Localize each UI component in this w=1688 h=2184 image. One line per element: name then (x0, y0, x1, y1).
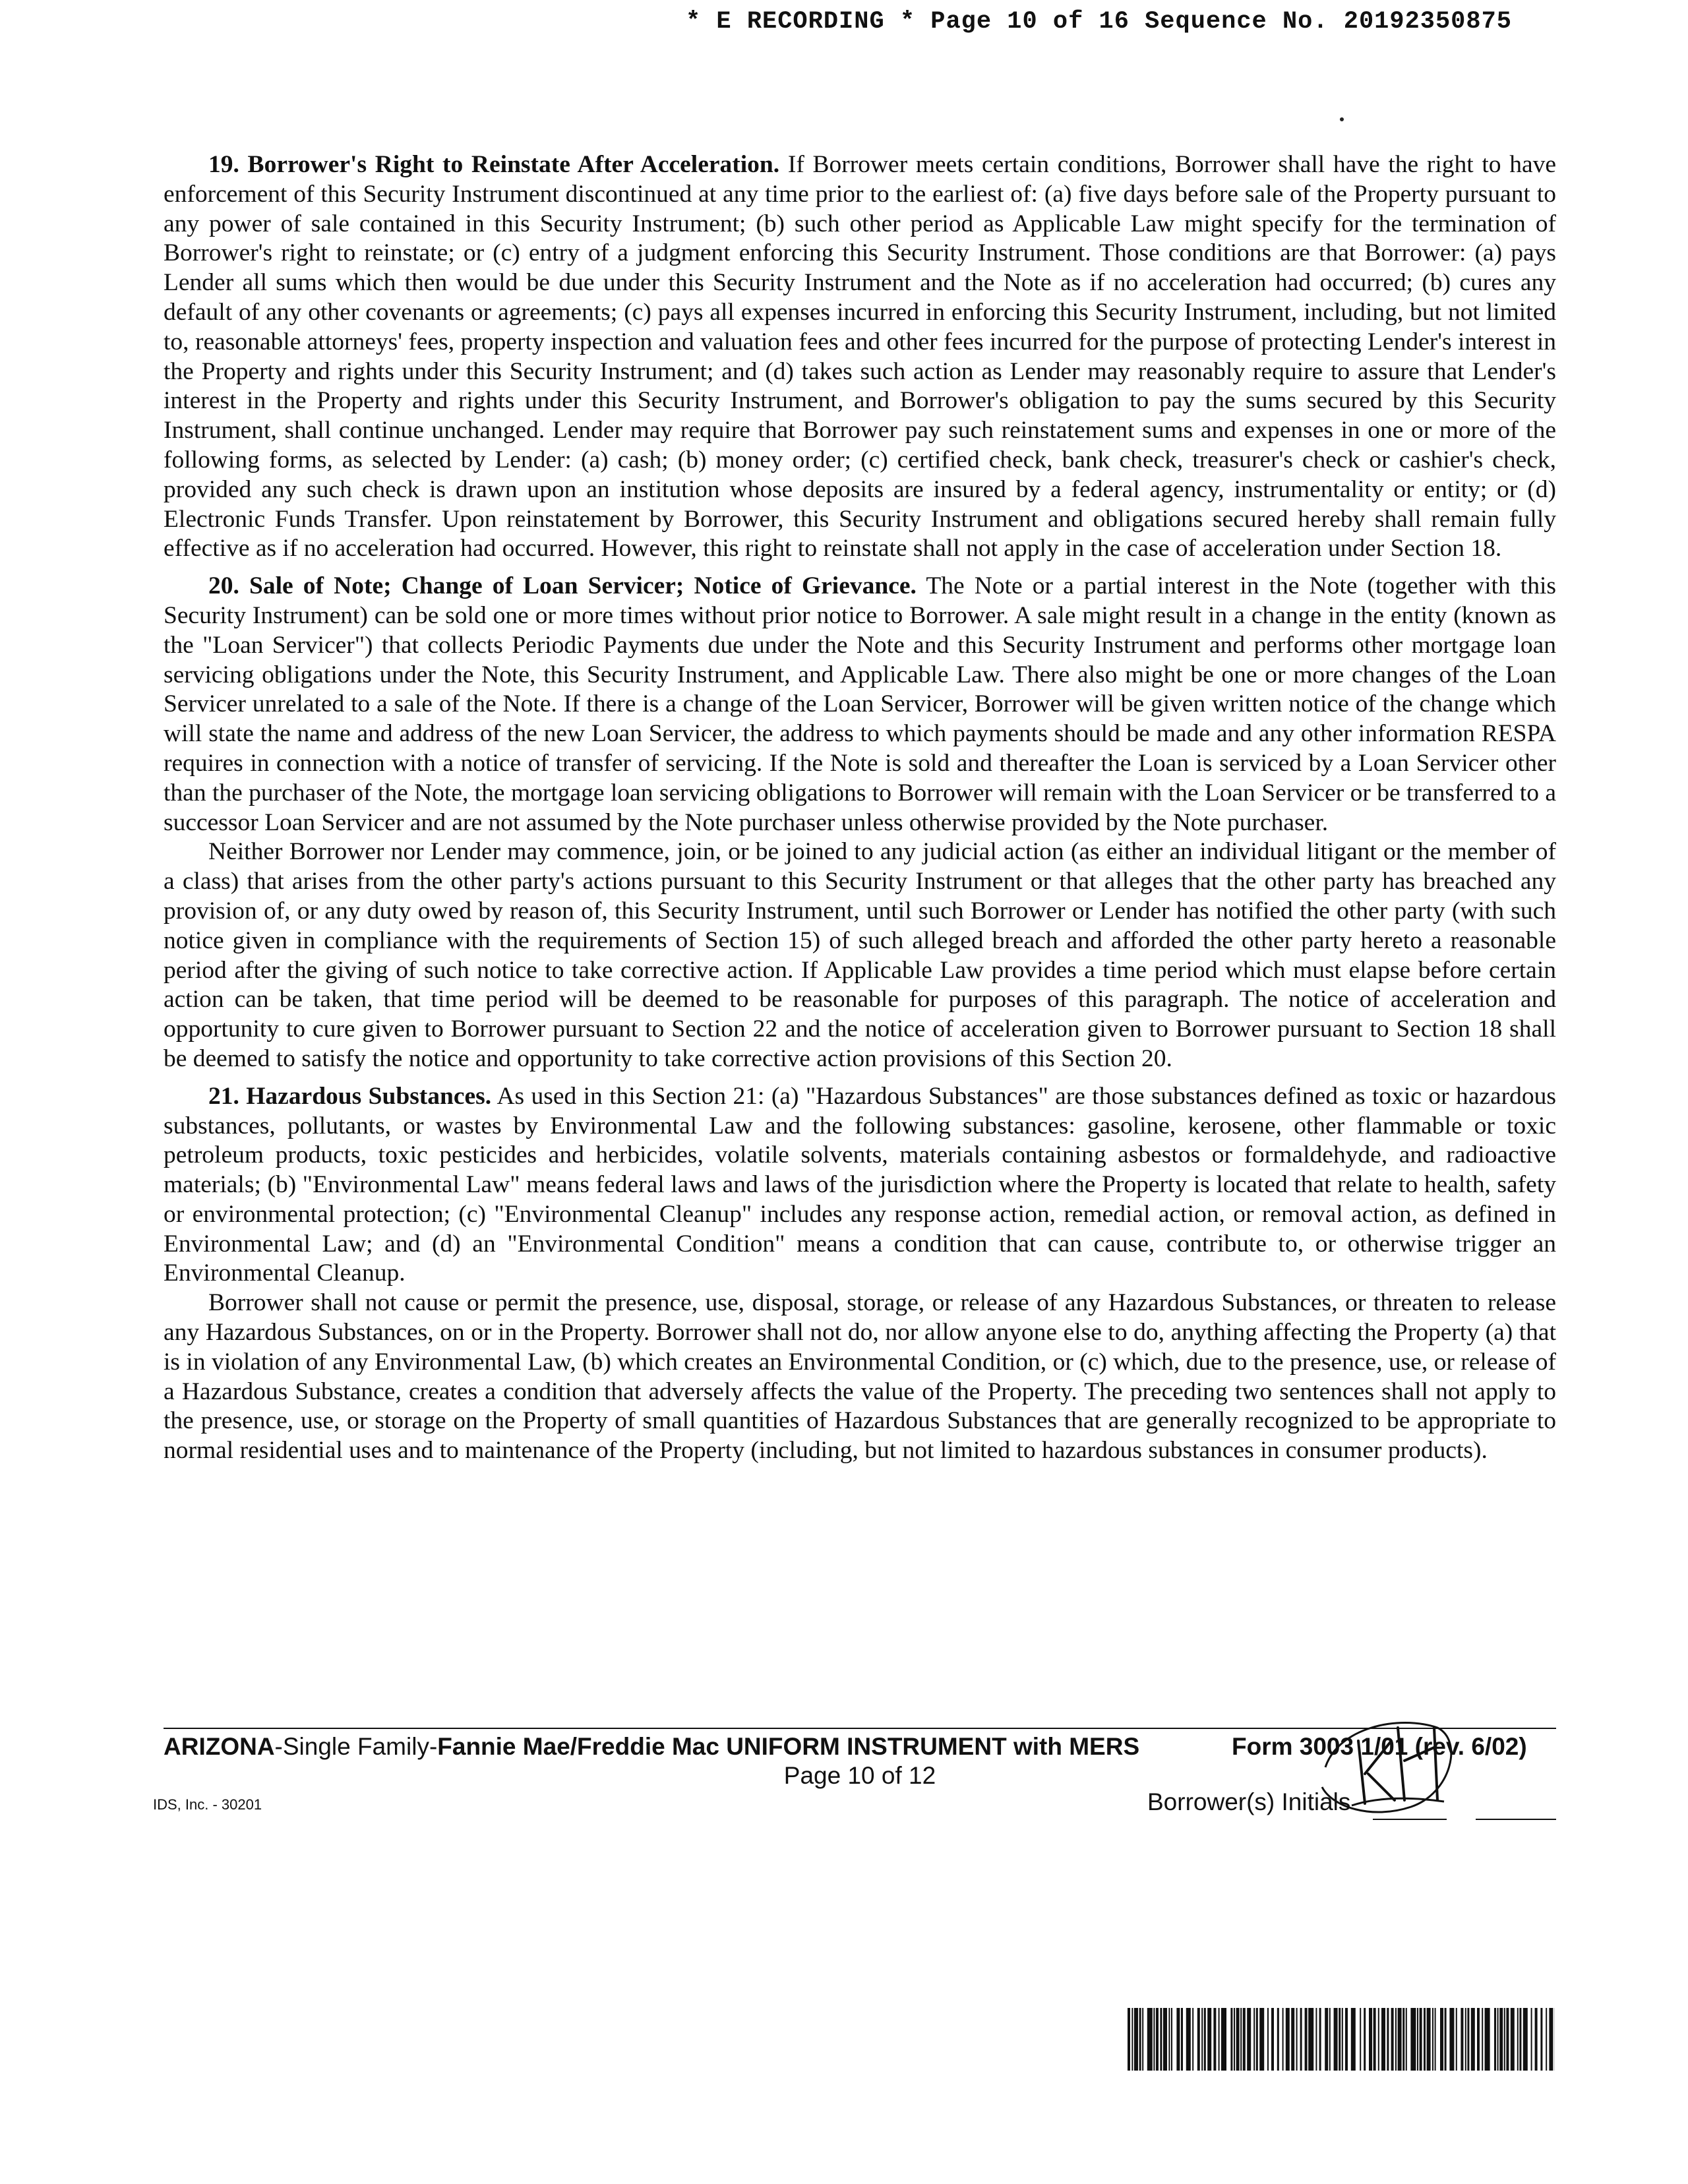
barcode-bar (1329, 2008, 1331, 2071)
barcode-bar (1482, 2008, 1483, 2071)
barcode-bar (1131, 2008, 1133, 2071)
barcode-bar (1351, 2008, 1356, 2071)
barcode-bar (1499, 2008, 1503, 2071)
handwritten-initials-signature (1312, 1688, 1470, 1827)
barcode-bar (1456, 2008, 1457, 2071)
barcode-bar (1181, 2008, 1183, 2071)
barcode-bar (1230, 2008, 1232, 2071)
barcode-bar (1291, 2008, 1294, 2071)
barcode-bar (1517, 2008, 1519, 2071)
barcode-bar (1497, 2008, 1499, 2071)
section-21 (164, 1082, 1556, 1289)
barcode-bar (1435, 2008, 1436, 2071)
barcode-bar (1334, 2008, 1338, 2071)
barcode-bar (1305, 2008, 1308, 2071)
footer-state: ARIZONA (164, 1733, 275, 1760)
barcode-bar (1156, 2008, 1159, 2071)
barcode-bar (1531, 2008, 1532, 2071)
barcode-bar (1240, 2008, 1242, 2071)
barcode-bar (1345, 2008, 1348, 2071)
barcode-bar (1163, 2008, 1167, 2071)
barcode-bar (1406, 2008, 1407, 2071)
barcode-bar (1319, 2008, 1321, 2071)
barcode-bar (1540, 2008, 1542, 2071)
section-20 (164, 572, 1556, 837)
barcode-bar (1427, 2008, 1431, 2071)
barcode-bar (1271, 2008, 1274, 2071)
barcode-bar (1234, 2008, 1235, 2071)
barcode-bar (1395, 2008, 1397, 2071)
section-19-heading: 19. Borrower's Right to Reinstate After Acceleration. (208, 151, 780, 178)
barcode-bar (1253, 2008, 1255, 2071)
section-20-text: The Note or a partial interest in the Note (together with this Security Instrument) can be sold one or more times without prior notice to Borrower. A sale might result in a change in the entity (known as the "Loan Servicer") that collects Periodic Payments due under the Note and this Security Instrument and performs other mortgage loan servicing obligations under the Note, this Security Instrument, and Applicable Law. There also might be one or more changes of the Loan Servicer unrelated to a sale of the Note. If there is a change of the Loan Servicer, Borrower will be given written notice of the change which will state the name and address of the new Loan Servicer, the address to which payments should be made and any other information RESPA requires in connection with a notice of transfer of servicing. If the Note is sold and thereafter the Loan is serviced by a Loan Servicer other than the purchaser of the Note, the mortgage loan servicing obligations to Borrower will remain with the Loan Servicer or be transferred to a successor Loan Servicer and are not assumed by the Note purchaser unless otherwise provided by the Note purchaser. (164, 572, 1556, 836)
barcode-bar (1381, 2008, 1385, 2071)
barcode-bar (1308, 2008, 1313, 2071)
barcode-bar (1267, 2008, 1269, 2071)
footer-ids-code: IDS, Inc. - 30201 (153, 1796, 262, 1813)
barcode-bar (1467, 2008, 1469, 2071)
barcode-bar (1373, 2008, 1376, 2071)
barcode-bar (1402, 2008, 1404, 2071)
footer-sep: -Single Family- (274, 1733, 438, 1760)
barcode-bar (1440, 2008, 1443, 2071)
barcode-bar (1420, 2008, 1422, 2071)
barcode-bar (1296, 2008, 1298, 2071)
barcode-bar (1277, 2008, 1279, 2071)
barcode-bar (1168, 2008, 1170, 2071)
barcode-bar (1201, 2008, 1203, 2071)
barcode-bar (1471, 2008, 1475, 2071)
footer-page-number: Page 10 of 12 (783, 1762, 936, 1789)
barcode-bar (1176, 2008, 1180, 2071)
barcode-bar (1360, 2008, 1361, 2071)
barcode-bar (1153, 2008, 1155, 2071)
barcode-bar (1511, 2008, 1515, 2071)
recording-barcode (1128, 2008, 1555, 2071)
barcode-bar (1147, 2008, 1153, 2071)
section-21-text: As used in this Section 21: (a) "Hazardous Substances" are those substances defined as toxic or hazardous substances, pollutants, or wastes by Environmental Law and the following substances: gasoline, kerosene, other flammable or toxic petroleum products, toxic pesticides and herbicides, volatile solvents, materials containing asbestos or formaldehyde, and radioactive materials; (b) "Environmental Law" means federal laws and laws of the jurisdiction where the Property is located that relate to health, safety or environmental protection; (c) "Environmental Cleanup" includes any response action, remedial action, or removal action, as defined in Environmental Law; and (d) an "Environmental Condition" means a condition that can cause, contribute to, or otherwise trigger an Environmental Cleanup. (164, 1082, 1556, 1287)
footer-instrument-title (164, 1733, 1139, 1761)
barcode-bar (1236, 2008, 1240, 2071)
barcode-bar (1391, 2008, 1394, 2071)
barcode-bar (1243, 2008, 1246, 2071)
barcode-bar (1546, 2008, 1547, 2071)
footer-form-number: Form 3003 1/01 (rev. 6/02) (1232, 1733, 1527, 1760)
barcode-bar (1247, 2008, 1251, 2071)
barcode-bar (1142, 2008, 1143, 2071)
section-20-heading: 20. Sale of Note; Change of Loan Servicer; Notice of Grievance. (208, 572, 917, 600)
barcode-bar (1160, 2008, 1162, 2071)
barcode-bar (1204, 2008, 1206, 2071)
stray-mark (1340, 117, 1344, 121)
document-body (164, 150, 1556, 1466)
barcode-bar (1504, 2008, 1505, 2071)
barcode-bar (1286, 2008, 1290, 2071)
barcode-bar (1256, 2008, 1258, 2071)
barcode-bar (1432, 2008, 1433, 2071)
barcode-bar (1485, 2008, 1490, 2071)
barcode-bar (1398, 2008, 1402, 2071)
barcode-bar (1139, 2008, 1141, 2071)
initials-label: Borrower(s) Initials (1147, 1788, 1351, 1815)
barcode-bar (1186, 2008, 1191, 2071)
barcode-bar (1387, 2008, 1389, 2071)
footer-instrument: Fannie Mae/Freddie Mac UNIFORM INSTRUMENT with MERS (437, 1733, 1140, 1760)
section-20-paragraph-2: Neither Borrower nor Lender may commence, join, or be joined to any judicial action (as either an individual litigant or the member of a class) that arises from the other party's actions pursuant to this Security Instrument or that alleges that the other party has breached any provision of, or any duty owed by reason of, this Security Instrument, until such Borrower or Lender has notified the other party (with such notice given in compliance with the requirements of Section 15) of such alleged breach and afforded the other party hereto a reasonable period after the giving of such notice to take corrective action. If Applicable Law provides a time period which must elapse before certain action can be taken, that time period will be deemed to be reasonable for purposes of this paragraph. The notice of acceleration and opportunity to cure given to Borrower pursuant to Section 22 and the notice of acceleration given to Borrower pursuant to Section 18 shall be deemed to satisfy the notice and opportunity to take corrective action provisions of this Section 20. (164, 838, 1556, 1072)
barcode-bar (1369, 2008, 1372, 2071)
barcode-bar (1207, 2008, 1211, 2071)
section-19-text: If Borrower meets certain conditions, Borrower shall have the right to have enforcement of this Security Instrument discontinued at any time prior to the earliest of: (a) five days before sale of the Property pursuant to any power of sale contained in this Security Instrument; (b) such other period as Applicable Law might specify for the termination of Borrower's right to reinstate; or (c) entry of a judgment enforcing this Security Instrument. Those conditions are that Borrower: (a) pays Lender all sums which then would be due under this Security Instrument and the Note as if no acceleration had occurred; (b) cures any default of any other covenants or agreements; (c) pays all expenses incurred in enforcing this Security Instrument, including, but not limited to, reasonable attorneys' fees, property inspection and valuation fees and other fees incurred for the purpose of protecting Lender's interest in the Property and rights under this Security Instrument; and (d) takes such action as Lender may reasonably require to assure that Lender's interest in the Property and rights under this Security Instrument, and Borrower's obligation to pay the sums secured by this Security Instrument, shall continue unchanged. Lender may require that Borrower pay such reinstatement sums and expenses in one or more of the following forms, as selected by Lender: (a) cash; (b) money order; (c) certified check, bank check, treasurer's check or cashier's check, provided any such check is drawn upon an institution whose deposits are insured by a federal agency, instrumentality or entity; or (d) Electronic Funds Transfer. Upon reinstatement by Borrower, this Security Instrument and obligations secured hereby shall remain fully effective as if no acceleration had occurred. However, this right to reinstate shall not apply in the case of acceleration under Section 18. (164, 151, 1556, 562)
barcode-bar (1213, 2008, 1216, 2071)
barcode-bar (1477, 2008, 1480, 2071)
barcode-bar (1315, 2008, 1317, 2071)
barcode-bar (1171, 2008, 1172, 2071)
barcode-bar (1523, 2008, 1528, 2071)
section-19 (164, 150, 1556, 564)
barcode-bar (1282, 2008, 1284, 2071)
barcode-bar (1128, 2008, 1130, 2071)
barcode-bar (1424, 2008, 1426, 2071)
barcode-bar (1197, 2008, 1200, 2071)
barcode-bar (1221, 2008, 1226, 2071)
barcode-bar (1325, 2008, 1328, 2071)
barcode-bar (1300, 2008, 1302, 2071)
barcode-bar (1134, 2008, 1138, 2071)
barcode-bar (1535, 2008, 1538, 2071)
barcode-bar (1549, 2008, 1553, 2071)
barcode-bar (1519, 2008, 1521, 2071)
barcode-bar (1494, 2008, 1496, 2071)
barcode-bar (1465, 2008, 1466, 2071)
initials-line-2 (1476, 1819, 1556, 1820)
barcode-bar (1410, 2008, 1416, 2071)
section-21-heading: 21. Hazardous Substances. (208, 1082, 492, 1110)
barcode-bar (1378, 2008, 1379, 2071)
barcode-bar (1342, 2008, 1343, 2071)
section-21-paragraph-2: Borrower shall not cause or permit the presence, use, disposal, storage, or release of any Hazardous Substances, or threaten to release any Hazardous Substances, on or in the Property. Borrower shall not do, nor allow anyone else to do, anything affecting the Property (a) that is in violation of any Environmental Law, (b) which creates an Environmental Condition, or (c) which, due to the presence, use, or release of a Hazardous Substance, creates a condition that adversely affects the value of the Property. The preceding two sentences shall not apply to the presence, use, or storage on the Property of small quantities of Hazardous Substances that are generally recognized to be appropriate to normal residential uses and to maintenance of the Property (including, but not limited to hazardous substances in consumer products). (164, 1289, 1556, 1465)
barcode-bar (1461, 2008, 1463, 2071)
barcode-bar (1417, 2008, 1418, 2071)
barcode-bar (1506, 2008, 1509, 2071)
recording-header: * E RECORDING * Page 10 of 16 Sequence No. 20192350875 (686, 8, 1512, 36)
barcode-bar (1364, 2008, 1366, 2071)
barcode-bar (1449, 2008, 1454, 2071)
barcode-bar (1192, 2008, 1193, 2071)
barcode-bar (1259, 2008, 1264, 2071)
barcode-bar (1219, 2008, 1220, 2071)
barcode-bar (1339, 2008, 1341, 2071)
barcode-bar (1445, 2008, 1447, 2071)
